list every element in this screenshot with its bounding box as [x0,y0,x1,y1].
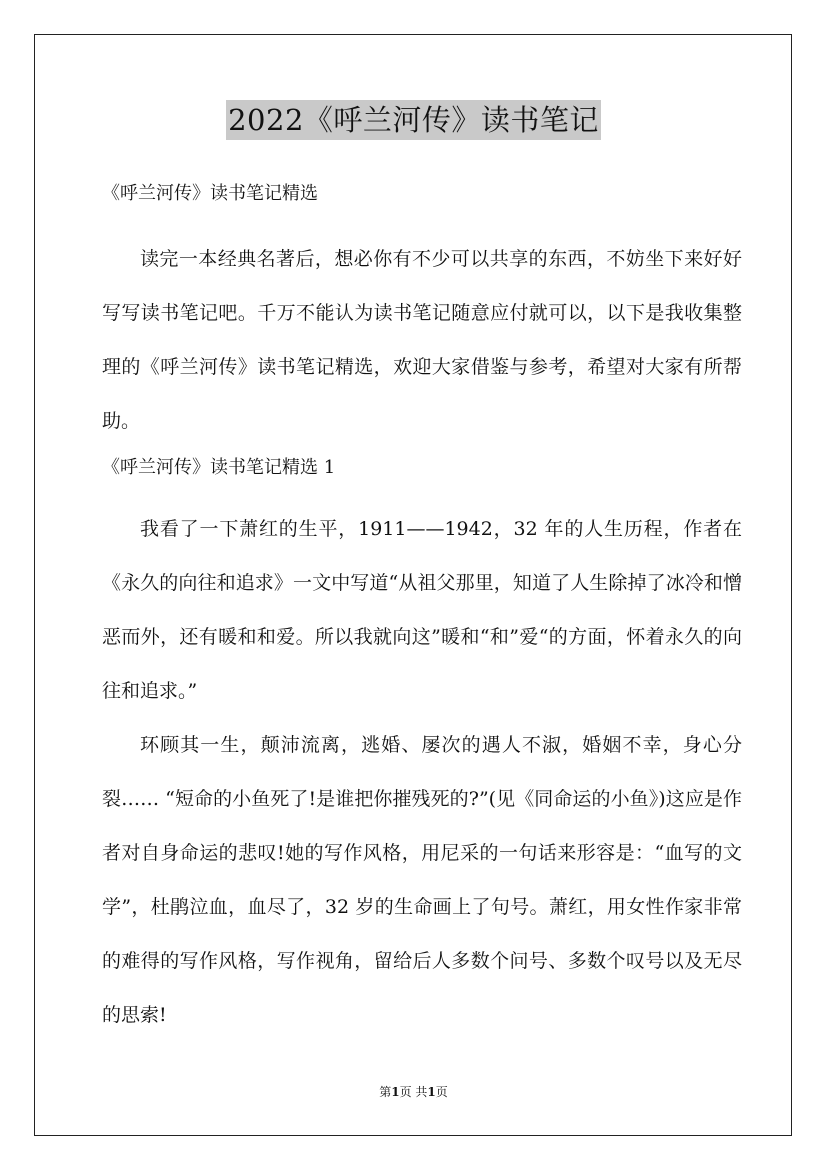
intro-paragraph: 读完一本经典名著后，想必你有不少可以共享的东西，不妨坐下来好好写写读书笔记吧。千万不能认为读书笔记随意应付就可以，以下是我收集整理的《呼兰河传》读书笔记精选，欢迎大家借鉴与参考，希望对大家有所帮助。 [102,248,742,432]
page-footer [0,1084,827,1100]
footer-prefix: 第 [379,1085,392,1099]
title-container [0,100,827,140]
document-title: 2022《呼兰河传》读书笔记 [226,100,601,140]
footer-suffix: 页 [435,1085,448,1099]
subtitle: 《呼兰河传》读书笔记精选 [102,183,318,204]
section-heading: 《呼兰河传》读书笔记精选 1 [102,457,336,478]
footer-total-pages: 1 [427,1085,436,1099]
footer-middle: 页 共 [399,1085,428,1099]
footer-page-number: 1 [391,1085,400,1099]
body-paragraph-2: 环顾其一生，颠沛流离，逃婚、屡次的遇人不淑，婚姻不幸，身心分裂…… “短命的小鱼死了!是谁把你摧残死的?”(见《同命运的小鱼》)这应是作者对自身命运的悲叹!她的写作风格，用尼采的一句话来形容是：“血写的文学”，杜鹃泣血，血尽了，32 岁的生命画上了句号。萧红，用女性作家非常的难得的写作风格，写作视角，留给后人多数个问号、多数个叹号以及无尽的思索! [102,734,742,1026]
body-paragraph-1: 我看了一下萧红的生平，1911——1942，32 年的人生历程，作者在《永久的向往和追求》一文中写道“从祖父那里，知道了人生除掉了冰冷和憎恶而外，还有暖和和爱。所以我就向这”暖和“和”爱“的方面，怀着永久的向往和追求。” [102,518,742,702]
document-body [102,174,742,1042]
